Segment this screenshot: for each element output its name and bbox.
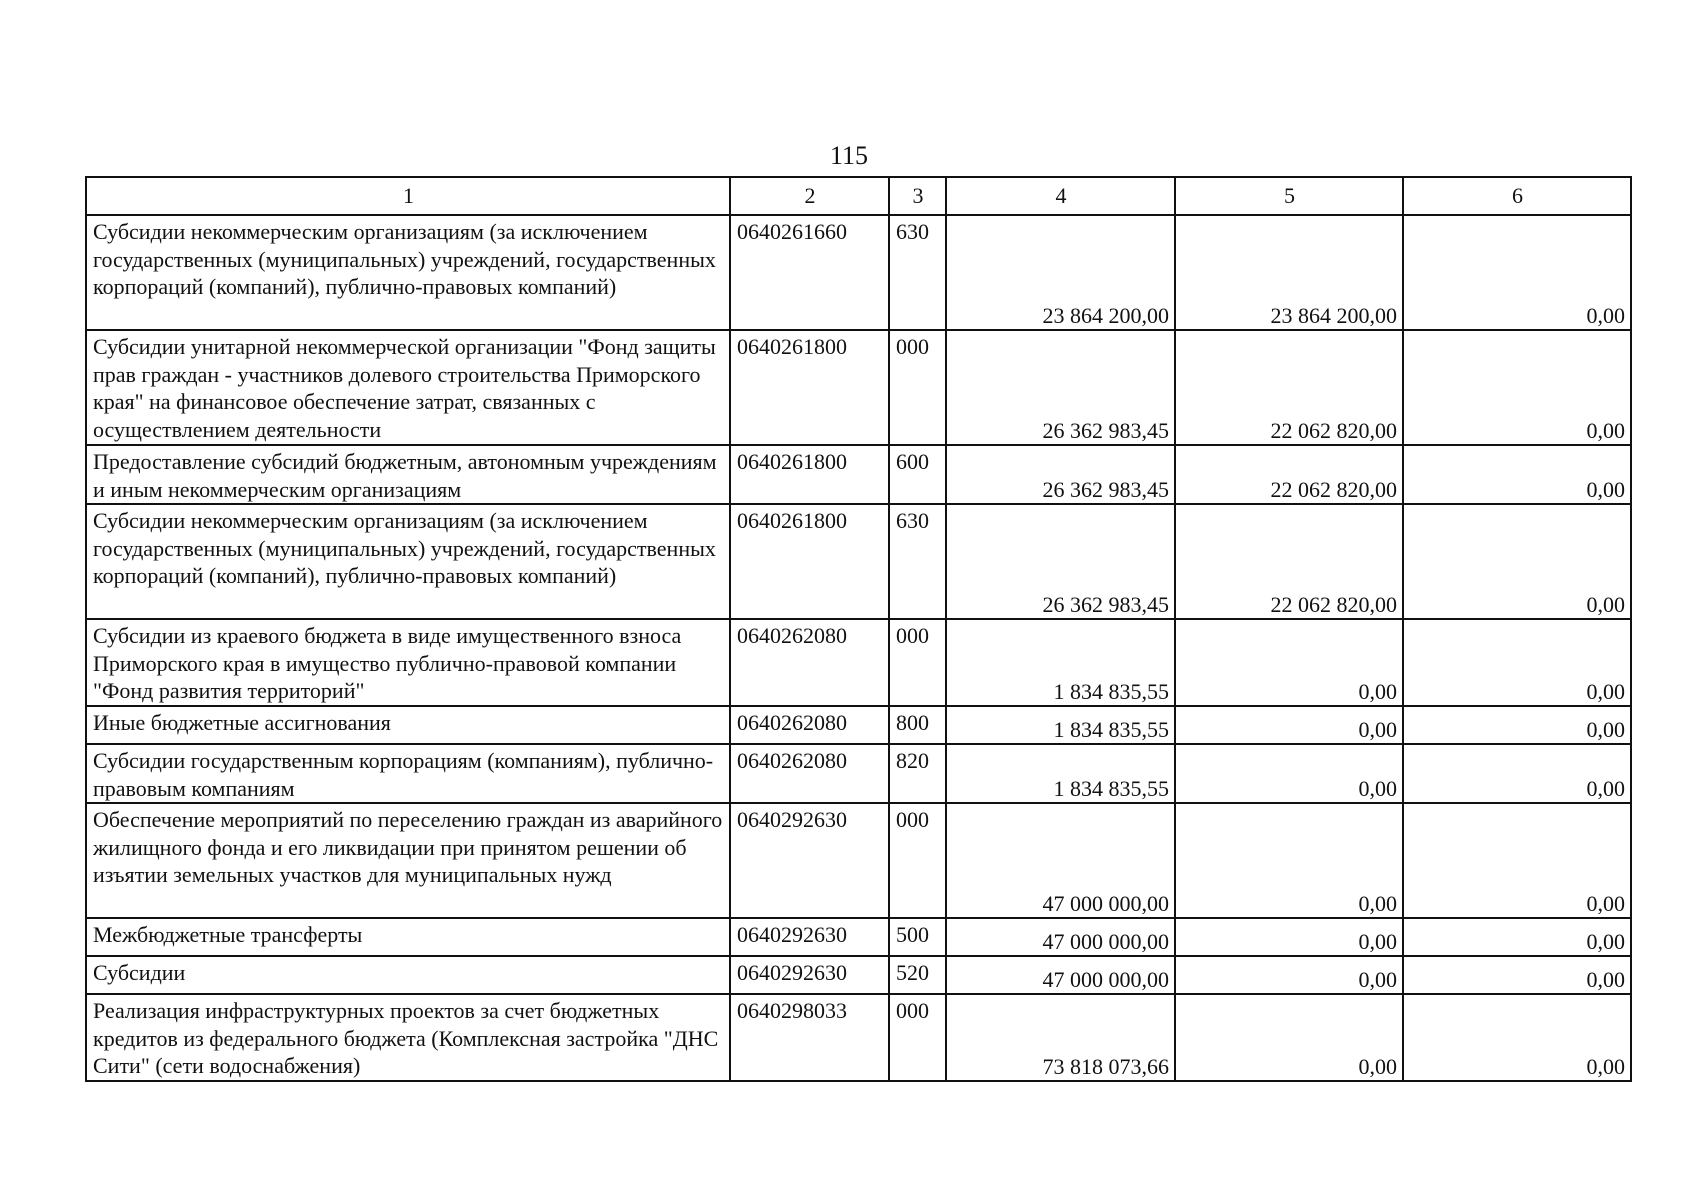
row-col6: 0,00 [1403,619,1631,706]
row-kind: 000 [889,330,946,445]
row-col4: 47 000 000,00 [946,918,1175,956]
row-code: 0640261800 [730,445,889,504]
row-name: Межбюджетные трансферты [86,918,730,956]
row-kind: 820 [889,744,946,803]
row-kind: 800 [889,706,946,744]
row-col4: 73 818 073,66 [946,994,1175,1081]
row-kind: 000 [889,803,946,918]
row-col6: 0,00 [1403,956,1631,994]
row-code: 0640261800 [730,504,889,619]
row-col5: 0,00 [1175,744,1403,803]
table-row [86,956,1631,994]
header-row [86,177,1631,215]
row-col4: 1 834 835,55 [946,619,1175,706]
row-name: Иные бюджетные ассигнования [86,706,730,744]
row-kind: 600 [889,445,946,504]
row-col4: 47 000 000,00 [946,803,1175,918]
header-col-4: 4 [946,177,1175,215]
row-col5: 22 062 820,00 [1175,445,1403,504]
row-code: 0640292630 [730,803,889,918]
row-col5: 0,00 [1175,918,1403,956]
row-code: 0640261800 [730,330,889,445]
row-name: Реализация инфраструктурных проектов за счет бюджетных кредитов из федерального бюджета (Комплексная застройка "ДНС Сити" (сети водоснабжения) [86,994,730,1081]
row-col6: 0,00 [1403,504,1631,619]
row-col4: 23 864 200,00 [946,215,1175,330]
row-name: Субсидии из краевого бюджета в виде имущественного взноса Приморского края в имущество публично-правовой компании "Фонд развития территорий" [86,619,730,706]
row-col5: 0,00 [1175,956,1403,994]
row-name: Субсидии некоммерческим организациям (за исключением государственных (муниципальных) учреждений, государственных корпораций (компаний), публично-правовых компаний) [86,504,730,619]
header-col-6: 6 [1403,177,1631,215]
row-name: Предоставление субсидий бюджетным, автономным учреждениям и иным некоммерческим организациям [86,445,730,504]
header-col-1: 1 [86,177,730,215]
row-col4: 1 834 835,55 [946,706,1175,744]
row-code: 0640292630 [730,918,889,956]
row-col4: 26 362 983,45 [946,330,1175,445]
row-col5: 22 062 820,00 [1175,330,1403,445]
row-name: Обеспечение мероприятий по переселению граждан из аварийного жилищного фонда и его ликвидации при принятом решении об изъятии земельных участков для муниципальных нужд [86,803,730,918]
row-col5: 23 864 200,00 [1175,215,1403,330]
row-kind: 630 [889,215,946,330]
table-body [86,215,1631,1081]
row-name: Субсидии унитарной некоммерческой организации "Фонд защиты прав граждан - участников долевого строительства Приморского края" на финансовое обеспечение затрат, связанных с осуществлением деятельности [86,330,730,445]
table-row [86,445,1631,504]
row-col6: 0,00 [1403,918,1631,956]
row-col6: 0,00 [1403,330,1631,445]
table-row [86,504,1631,619]
header-col-2: 2 [730,177,889,215]
row-code: 0640261660 [730,215,889,330]
row-col4: 1 834 835,55 [946,744,1175,803]
row-col6: 0,00 [1403,445,1631,504]
row-col5: 0,00 [1175,994,1403,1081]
row-kind: 000 [889,619,946,706]
table-header [86,177,1631,215]
row-col5: 0,00 [1175,706,1403,744]
row-col4: 47 000 000,00 [946,956,1175,994]
row-col6: 0,00 [1403,744,1631,803]
page-number: 115 [829,141,869,170]
row-code: 0640262080 [730,744,889,803]
row-col6: 0,00 [1403,803,1631,918]
row-name: Субсидии некоммерческим организациям (за исключением государственных (муниципальных) учреждений, государственных корпораций (компаний), публично-правовых компаний) [86,215,730,330]
row-col5: 0,00 [1175,619,1403,706]
row-code: 0640262080 [730,706,889,744]
row-code: 0640292630 [730,956,889,994]
row-kind: 520 [889,956,946,994]
budget-table [85,176,1632,1082]
row-col4: 26 362 983,45 [946,445,1175,504]
row-code: 0640262080 [730,619,889,706]
table-row [86,803,1631,918]
row-code: 0640298033 [730,994,889,1081]
row-kind: 630 [889,504,946,619]
row-kind: 500 [889,918,946,956]
table-row [86,994,1631,1081]
row-col6: 0,00 [1403,994,1631,1081]
header-col-3: 3 [889,177,946,215]
table-row [86,918,1631,956]
row-col6: 0,00 [1403,706,1631,744]
table-row [86,215,1631,330]
row-col4: 26 362 983,45 [946,504,1175,619]
row-name: Субсидии государственным корпорациям (компаниям), публично-правовым компаниям [86,744,730,803]
row-kind: 000 [889,994,946,1081]
row-col5: 22 062 820,00 [1175,504,1403,619]
row-col6: 0,00 [1403,215,1631,330]
table-row [86,706,1631,744]
table-row [86,744,1631,803]
table-row [86,619,1631,706]
row-col5: 0,00 [1175,803,1403,918]
header-col-5: 5 [1175,177,1403,215]
row-name: Субсидии [86,956,730,994]
table-row [86,330,1631,445]
